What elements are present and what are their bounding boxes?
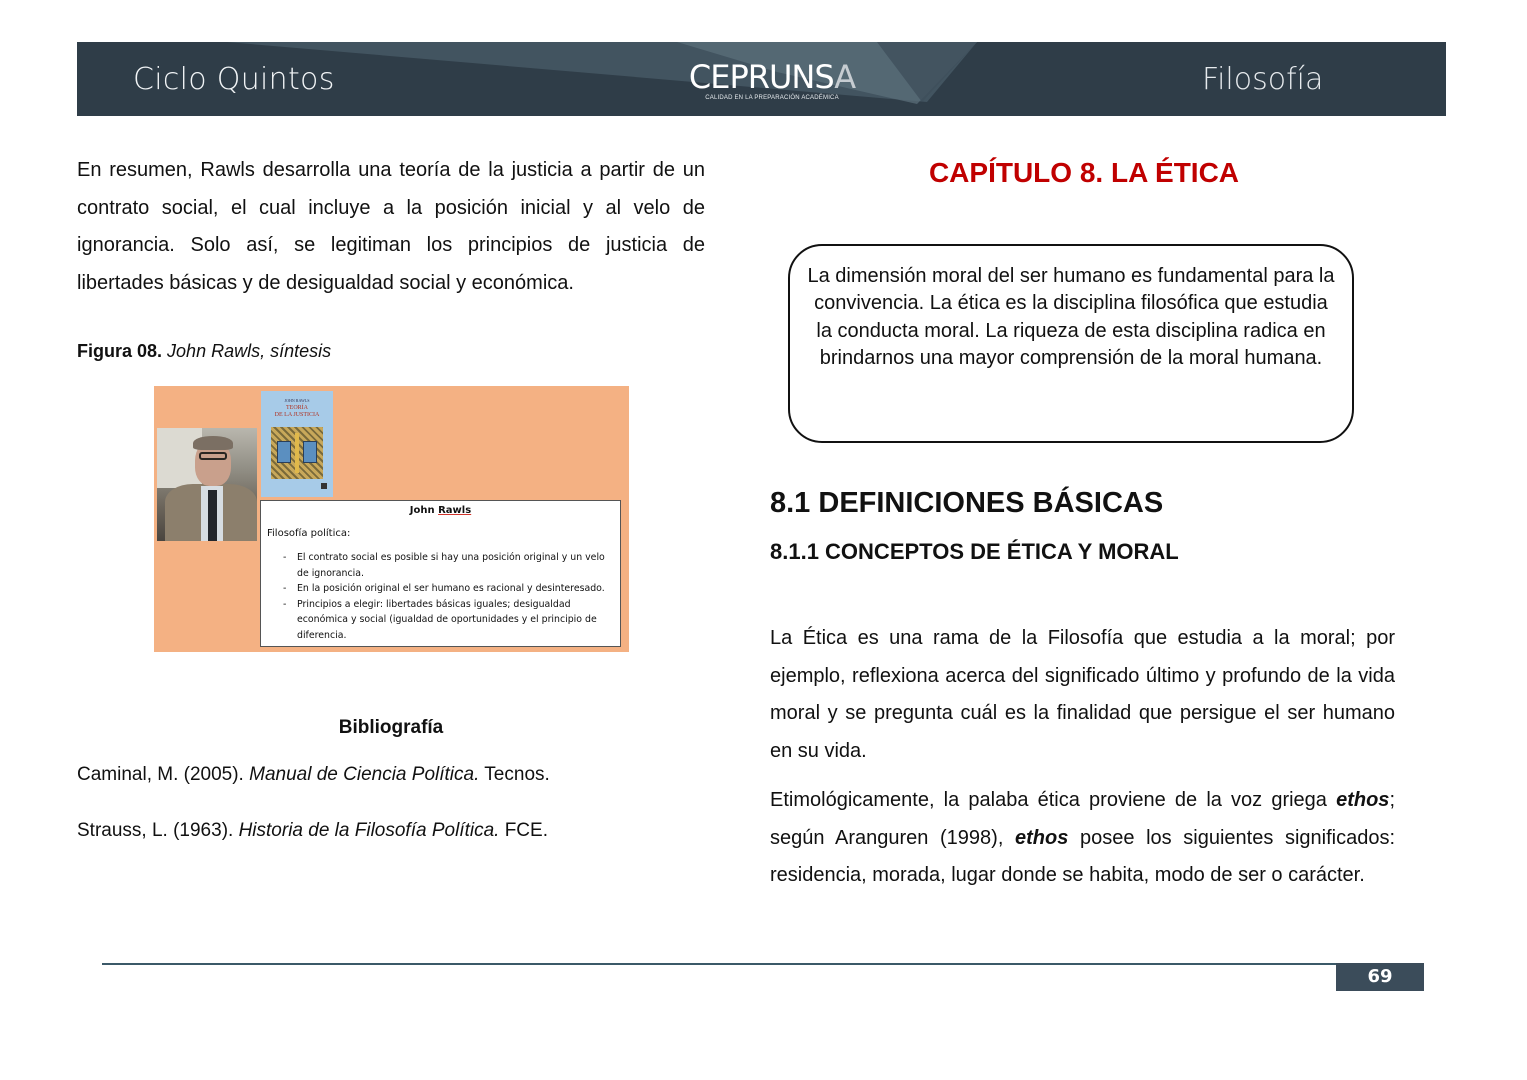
book-title-line2: DE LA JUSTICIA [274, 412, 320, 418]
section-heading: 8.1 DEFINICIONES BÁSICAS [770, 487, 1164, 519]
logo-wordmark-last: A [834, 58, 856, 96]
etymology-paragraph [770, 782, 1395, 895]
john-rawls-figure [154, 386, 629, 652]
left-column [77, 152, 705, 302]
book-title-line1: TEORÍA [286, 405, 308, 411]
chapter-summary-box [788, 244, 1354, 443]
etymology-text-3: posee los siguientes significados: residencia, morada, lugar donde se habita, modo de ser o carácter. [770, 826, 1396, 886]
bibliography-entry [77, 820, 548, 842]
chapter-title: CAPÍTULO 8. LA ÉTICA [928, 157, 1240, 188]
scales-of-justice-icon [271, 427, 323, 479]
intro-paragraph: En resumen, Rawls desarrolla una teoría de la justicia a partir de un contrato social, el cual incluye a la posición inicial y al velo de ignorancia. Solo así, se legitiman los principios de justicia de libertades básicas y de desigualdad social y económica. [77, 159, 705, 294]
bibliography-heading: Bibliografía [338, 717, 444, 738]
figure-title: John Rawls, síntesis [167, 341, 332, 361]
synthesis-item: - Principios a elegir: libertades básicas iguales; desigualdad económica y social (igualdad de oportunidades y el principio de diferencia. [283, 597, 615, 644]
synthesis-list [283, 550, 615, 643]
synthesis-subtitle: Filosofía política: [267, 528, 351, 539]
synthesis-title-first: John [409, 505, 439, 516]
publisher-logo-icon [321, 483, 327, 489]
synthesis-item: - En la posición original el ser humano es racional y desinteresado. [283, 581, 615, 597]
figure-caption [77, 341, 331, 362]
synthesis-item: - El contrato social es posible si hay una posición original y un velo de ignorancia. [283, 550, 615, 581]
entry-publisher: FCE. [499, 820, 548, 841]
synthesis-title [261, 505, 620, 516]
ethos-term: ethos [1015, 826, 1069, 849]
john-rawls-photo [157, 428, 257, 541]
page-header-banner [77, 42, 1446, 116]
ethos-term: ethos [1336, 789, 1390, 811]
entry-title: Manual de Ciencia Política. [249, 764, 480, 785]
synthesis-title-last: Rawls [438, 505, 472, 516]
figure-label: Figura 08. [77, 341, 163, 361]
book-cover-image [261, 391, 333, 497]
bibliography-entry [77, 764, 550, 786]
etymology-text-2: ; según Aranguren (1998), [770, 789, 1395, 849]
etymology-text-1: Etimológicamente, la palaba ética proviene de la voz griega [770, 789, 1337, 811]
logo-wordmark-main: CEPRUNS [688, 58, 835, 96]
synthesis-box [260, 500, 621, 647]
course-cycle-title: Ciclo Quintos [133, 62, 335, 97]
logo-wordmark [687, 60, 857, 94]
chapter-summary-text: La dimensión moral del ser humano es fundamental para la convivencia. La ética es la disciplina filosófica que estudia la conducta moral. La riqueza de esta disciplina radica en brindarnos una mayor comprensión de la moral humana. [807, 265, 1335, 369]
entry-author-year: Strauss, L. (1963). [77, 820, 239, 841]
subsection-heading: 8.1.1 CONCEPTOS DE ÉTICA Y MORAL [770, 539, 1179, 564]
entry-author-year: Caminal, M. (2005). [77, 764, 250, 785]
entry-publisher: Tecnos. [479, 764, 550, 785]
footer-divider [102, 963, 1336, 965]
ceprunsa-logo [687, 60, 857, 106]
logo-tagline: CALIDAD EN LA PREPARACIÓN ACADÉMICA [705, 95, 839, 101]
book-author: JOHN RAWLS [284, 398, 310, 403]
entry-title: Historia de la Filosofía Política. [238, 820, 500, 841]
book-title [261, 405, 333, 419]
subject-title: Filosofía [1202, 62, 1324, 97]
ethics-definition-paragraph: La Ética es una rama de la Filosofía que estudia a la moral; por ejemplo, reflexiona acerca del significado último y profundo de la vida moral y se pregunta cuál es la finalidad que persigue el ser humano en su vida. [770, 627, 1395, 762]
page-number-badge: 69 [1336, 963, 1424, 991]
